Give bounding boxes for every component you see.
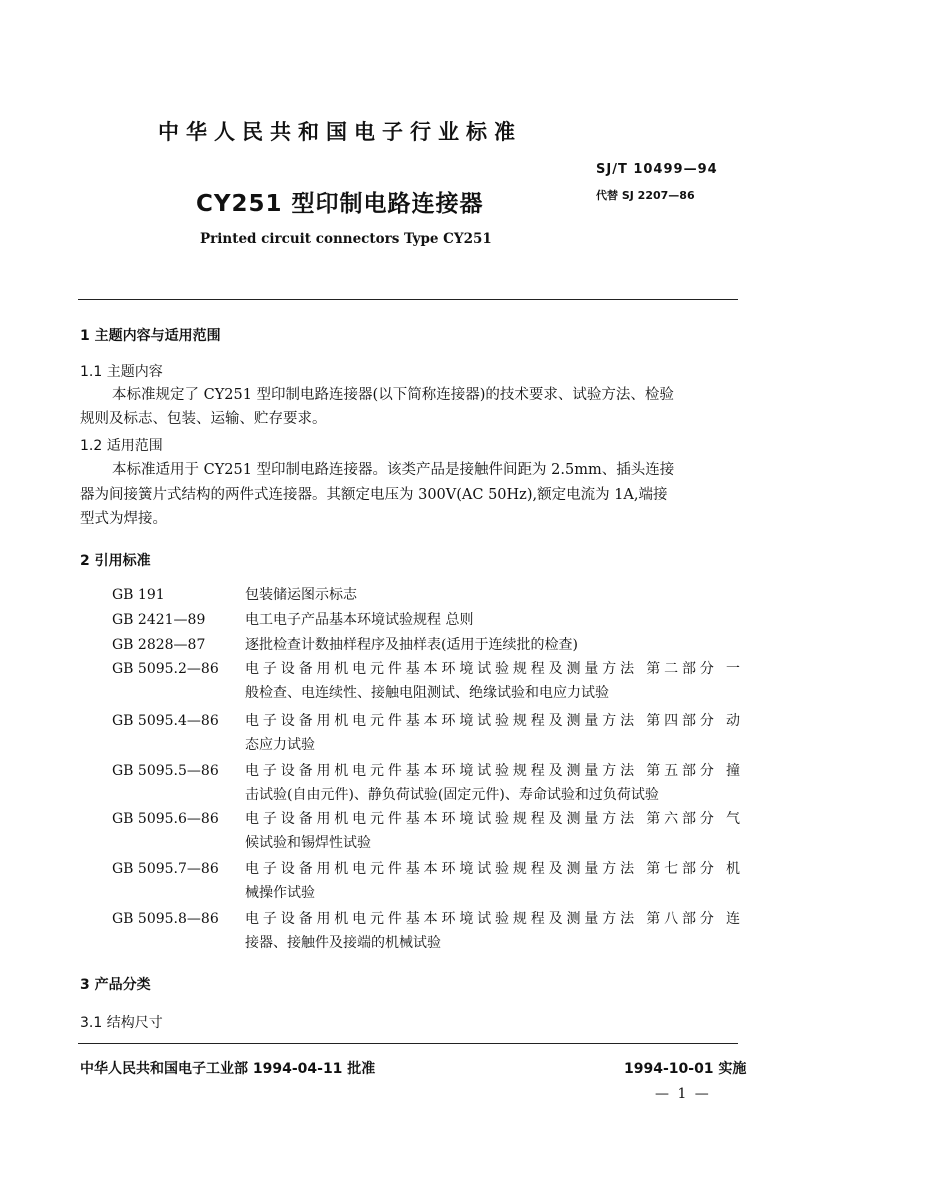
section-3-heading: 3 产品分类 xyxy=(80,977,151,993)
footer-divider xyxy=(78,1043,738,1044)
ref-code: GB 5095.2—86 xyxy=(112,661,219,677)
ref-code: GB 5095.4—86 xyxy=(112,713,219,729)
section-2-heading: 2 引用标准 xyxy=(80,553,151,569)
ref-description: 电子设备用机电元件基本环境试验规程及测量方法 第四部分 动 态应力试验 xyxy=(245,713,740,753)
section-1-1-line-2: 规则及标志、包装、运输、贮存要求。 xyxy=(80,411,327,427)
section-3-1-heading: 3.1 结构尺寸 xyxy=(80,1015,163,1031)
ref-code: GB 2421—89 xyxy=(112,612,206,628)
ref-code: GB 2828—87 xyxy=(112,637,206,653)
standard-number: SJ/T 10499—94 xyxy=(596,162,718,177)
ref-code: GB 5095.7—86 xyxy=(112,861,219,877)
ref-description: 电工电子产品基本环境试验规程 总则 xyxy=(245,612,474,628)
document-title: CY251 型印制电路连接器 xyxy=(196,191,484,217)
section-1-1-line-1: 本标准规定了 CY251 型印制电路连接器(以下简称连接器)的技术要求、试验方法、检验 xyxy=(112,387,674,403)
ref-description: 电子设备用机电元件基本环境试验规程及测量方法 第七部分 机 械操作试验 xyxy=(245,861,740,901)
section-1-heading: 1 主题内容与适用范围 xyxy=(80,328,221,344)
ref-code: GB 5095.5—86 xyxy=(112,763,219,779)
section-1-2-line-1: 本标准适用于 CY251 型印制电路连接器。该类产品是接触件间距为 2.5mm、插头连接 xyxy=(112,462,675,478)
section-1-2-line-2: 器为间接簧片式结构的两件式连接器。其额定电压为 300V(AC 50Hz),额定电流为 1A,端接 xyxy=(80,487,668,503)
ref-description: 电子设备用机电元件基本环境试验规程及测量方法 第六部分 气 候试验和锡焊性试验 xyxy=(245,811,740,851)
ref-description: 逐批检查计数抽样程序及抽样表(适用于连续批的检查) xyxy=(245,637,578,653)
ref-code: GB 5095.6—86 xyxy=(112,811,219,827)
ref-code: GB 5095.8—86 xyxy=(112,911,219,927)
section-1-2-line-3: 型式为焊接。 xyxy=(80,511,167,527)
issuing-body-title: 中华人民共和国电子行业标准 xyxy=(158,119,522,144)
page-number: — 1 — xyxy=(655,1086,711,1102)
document-subtitle: Printed circuit connectors Type CY251 xyxy=(200,231,492,247)
approval-line: 中华人民共和国电子工业部 1994-04-11 批准 xyxy=(80,1061,376,1077)
section-1-2-heading: 1.2 适用范围 xyxy=(80,438,163,454)
replaces-standard: 代替 SJ 2207—86 xyxy=(596,189,695,202)
effective-date: 1994-10-01 实施 xyxy=(624,1061,747,1077)
ref-code: GB 191 xyxy=(112,587,165,603)
header-divider xyxy=(78,299,738,300)
ref-description: 包装储运图示标志 xyxy=(245,587,357,603)
section-1-1-heading: 1.1 主题内容 xyxy=(80,364,163,380)
ref-description: 电子设备用机电元件基本环境试验规程及测量方法 第八部分 连 接器、接触件及接端的机械试验 xyxy=(245,911,740,951)
ref-description: 电子设备用机电元件基本环境试验规程及测量方法 第五部分 撞 击试验(自由元件)、静负荷试验(固定元件)、寿命试验和过负荷试验 xyxy=(245,763,740,803)
ref-description: 电子设备用机电元件基本环境试验规程及测量方法 第二部分 一 般检查、电连续性、接触电阻测试、绝缘试验和电应力试验 xyxy=(245,661,740,701)
